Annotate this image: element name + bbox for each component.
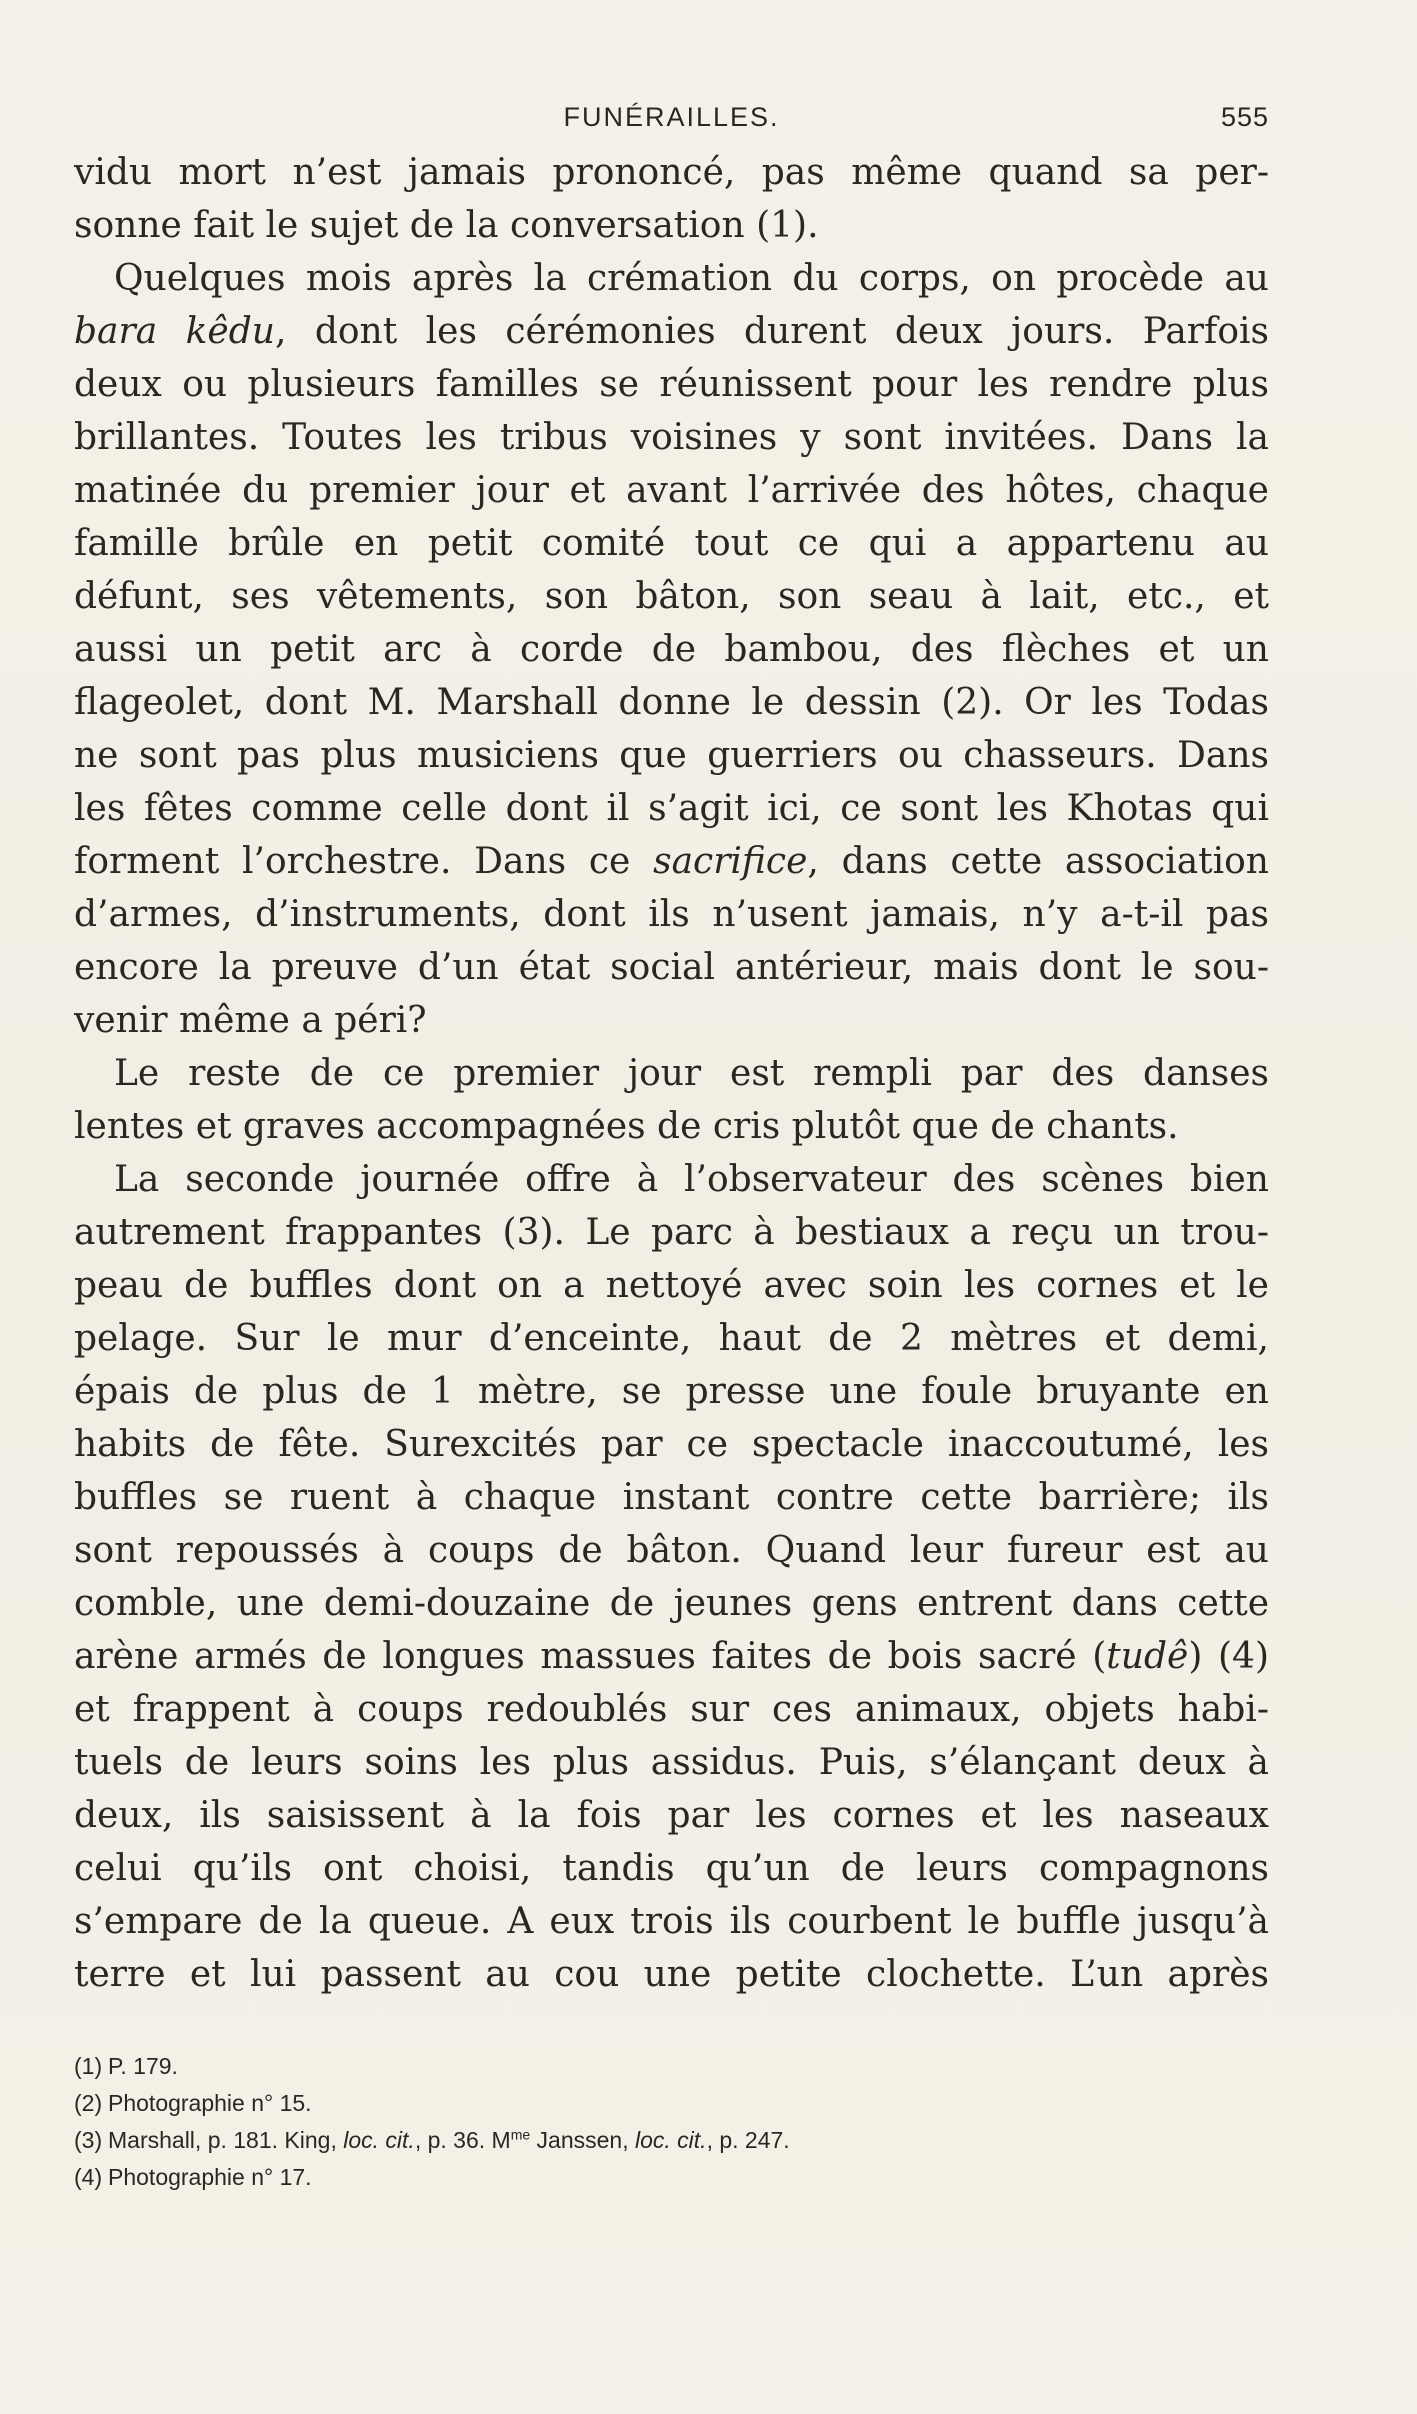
text-line: sonne fait le sujet de la conversation (1). bbox=[74, 205, 819, 246]
text-line: Quelques mois après la crémation du corps, on procède au bbox=[114, 258, 1269, 299]
footnote-superscript: me bbox=[510, 2126, 531, 2143]
footnote-number: (1) bbox=[74, 2053, 103, 2079]
text-span: forment l’orchestre. Dans ce bbox=[74, 841, 654, 882]
text-line: vidu mort n’est jamais prononcé, pas même quand sa per- bbox=[74, 152, 1269, 193]
footnote-text: Marshall, p. 181. King, bbox=[108, 2127, 344, 2153]
footnote-citation: loc. cit. bbox=[343, 2127, 415, 2153]
footnotes bbox=[74, 2048, 1269, 2196]
footnote-text: Photographie n° 15. bbox=[108, 2090, 312, 2116]
text-line: terre et lui passent au cou une petite clochette. L’un après bbox=[74, 1954, 1269, 1995]
text-line: ne sont pas plus musiciens que guerriers ou chasseurs. Dans bbox=[74, 735, 1269, 776]
text-span: arène armés de longues massues faites de bois sacré ( bbox=[74, 1636, 1107, 1677]
text-line: famille brûle en petit comité tout ce qui a appartenu au bbox=[74, 523, 1269, 564]
footnote-number: (3) bbox=[74, 2127, 103, 2153]
footnote bbox=[74, 2122, 1269, 2159]
text-line: habits de fête. Surexcités par ce spectacle inaccoutumé, les bbox=[74, 1424, 1269, 1465]
footnote-number: (2) bbox=[74, 2090, 103, 2116]
text-line: peau de buffles dont on a nettoyé avec soin les cornes et le bbox=[74, 1265, 1269, 1306]
text-line: d’armes, d’instruments, dont ils n’usent jamais, n’y a-t-il pas bbox=[74, 894, 1269, 935]
text-line bbox=[74, 1630, 1269, 1683]
text-line: pelage. Sur le mur d’enceinte, haut de 2 mètres et demi, bbox=[74, 1318, 1269, 1359]
footnote bbox=[74, 2048, 1269, 2085]
text-line: tuels de leurs soins les plus assidus. Puis, s’élançant deux à bbox=[74, 1742, 1269, 1783]
text-line: deux, ils saisissent à la fois par les cornes et les naseaux bbox=[74, 1795, 1269, 1836]
term-sacrifice: sacrifice bbox=[653, 841, 808, 882]
text-line: s’empare de la queue. A eux trois ils courbent le buffle jusqu’à bbox=[74, 1901, 1269, 1942]
running-title: FUNÉRAILLES. bbox=[563, 102, 780, 132]
text-line: et frappent à coups redoublés sur ces animaux, objets habi- bbox=[74, 1689, 1269, 1730]
footnote-text: , p. 247. bbox=[706, 2127, 790, 2153]
text-line: autrement frappantes (3). Le parc à bestiaux a reçu un trou- bbox=[74, 1212, 1269, 1253]
term-bara-kedu: bara kêdu bbox=[74, 311, 275, 352]
text-line: les fêtes comme celle dont il s’agit ici, ce sont les Khotas qui bbox=[74, 788, 1269, 829]
text-line bbox=[74, 835, 1269, 888]
text-span: , dans cette association bbox=[807, 841, 1269, 882]
text-line: comble, une demi-douzaine de jeunes gens entrent dans cette bbox=[74, 1583, 1269, 1624]
text-line: La seconde journée offre à l’observateur des scènes bien bbox=[114, 1159, 1269, 1200]
footnote bbox=[74, 2085, 1269, 2122]
footnote-text: Photographie n° 17. bbox=[108, 2164, 312, 2190]
text-line: buffles se ruent à chaque instant contre cette barrière; ils bbox=[74, 1477, 1269, 1518]
text-line: aussi un petit arc à corde de bambou, des flèches et un bbox=[74, 629, 1269, 670]
text-line: venir même a péri? bbox=[74, 1000, 427, 1041]
text-line: Le reste de ce premier jour est rempli par des danses bbox=[114, 1053, 1269, 1094]
text-span: , dont les cérémonies durent deux jours. Parfois bbox=[274, 311, 1269, 352]
text-line: défunt, ses vêtements, son bâton, son seau à lait, etc., et bbox=[74, 576, 1269, 617]
text-line: encore la preuve d’un état social antérieur, mais dont le sou- bbox=[74, 947, 1269, 988]
text-line: épais de plus de 1 mètre, se presse une foule bruyante en bbox=[74, 1371, 1269, 1412]
text-line: sont repoussés à coups de bâton. Quand leur fureur est au bbox=[74, 1530, 1269, 1571]
text-line: lentes et graves accompagnées de cris plutôt que de chants. bbox=[74, 1106, 1179, 1147]
text-span: ) (4) bbox=[1188, 1636, 1269, 1677]
text-line bbox=[74, 305, 1269, 358]
text-line: flageolet, dont M. Marshall donne le dessin (2). Or les Todas bbox=[74, 682, 1269, 723]
footnote-citation: loc. cit. bbox=[634, 2127, 707, 2153]
text-line: brillantes. Toutes les tribus voisines y sont invitées. Dans la bbox=[74, 417, 1269, 458]
footnote-text: Janssen, bbox=[530, 2127, 635, 2153]
footnote bbox=[74, 2159, 1269, 2196]
text-line: matinée du premier jour et avant l’arrivée des hôtes, chaque bbox=[74, 470, 1269, 511]
text-line: deux ou plusieurs familles se réunissent pour les rendre plus bbox=[74, 364, 1269, 405]
footnote-number: (4) bbox=[74, 2164, 103, 2190]
term-tude: tudê bbox=[1106, 1636, 1189, 1677]
page-number: 555 bbox=[1220, 102, 1269, 132]
page-header bbox=[74, 100, 1269, 140]
footnote-text: , p. 36. M bbox=[414, 2127, 511, 2153]
footnote-text: P. 179. bbox=[108, 2053, 178, 2079]
text-line: celui qu’ils ont choisi, tandis qu’un de leurs compagnons bbox=[74, 1848, 1269, 1889]
body-text bbox=[74, 146, 1269, 2001]
